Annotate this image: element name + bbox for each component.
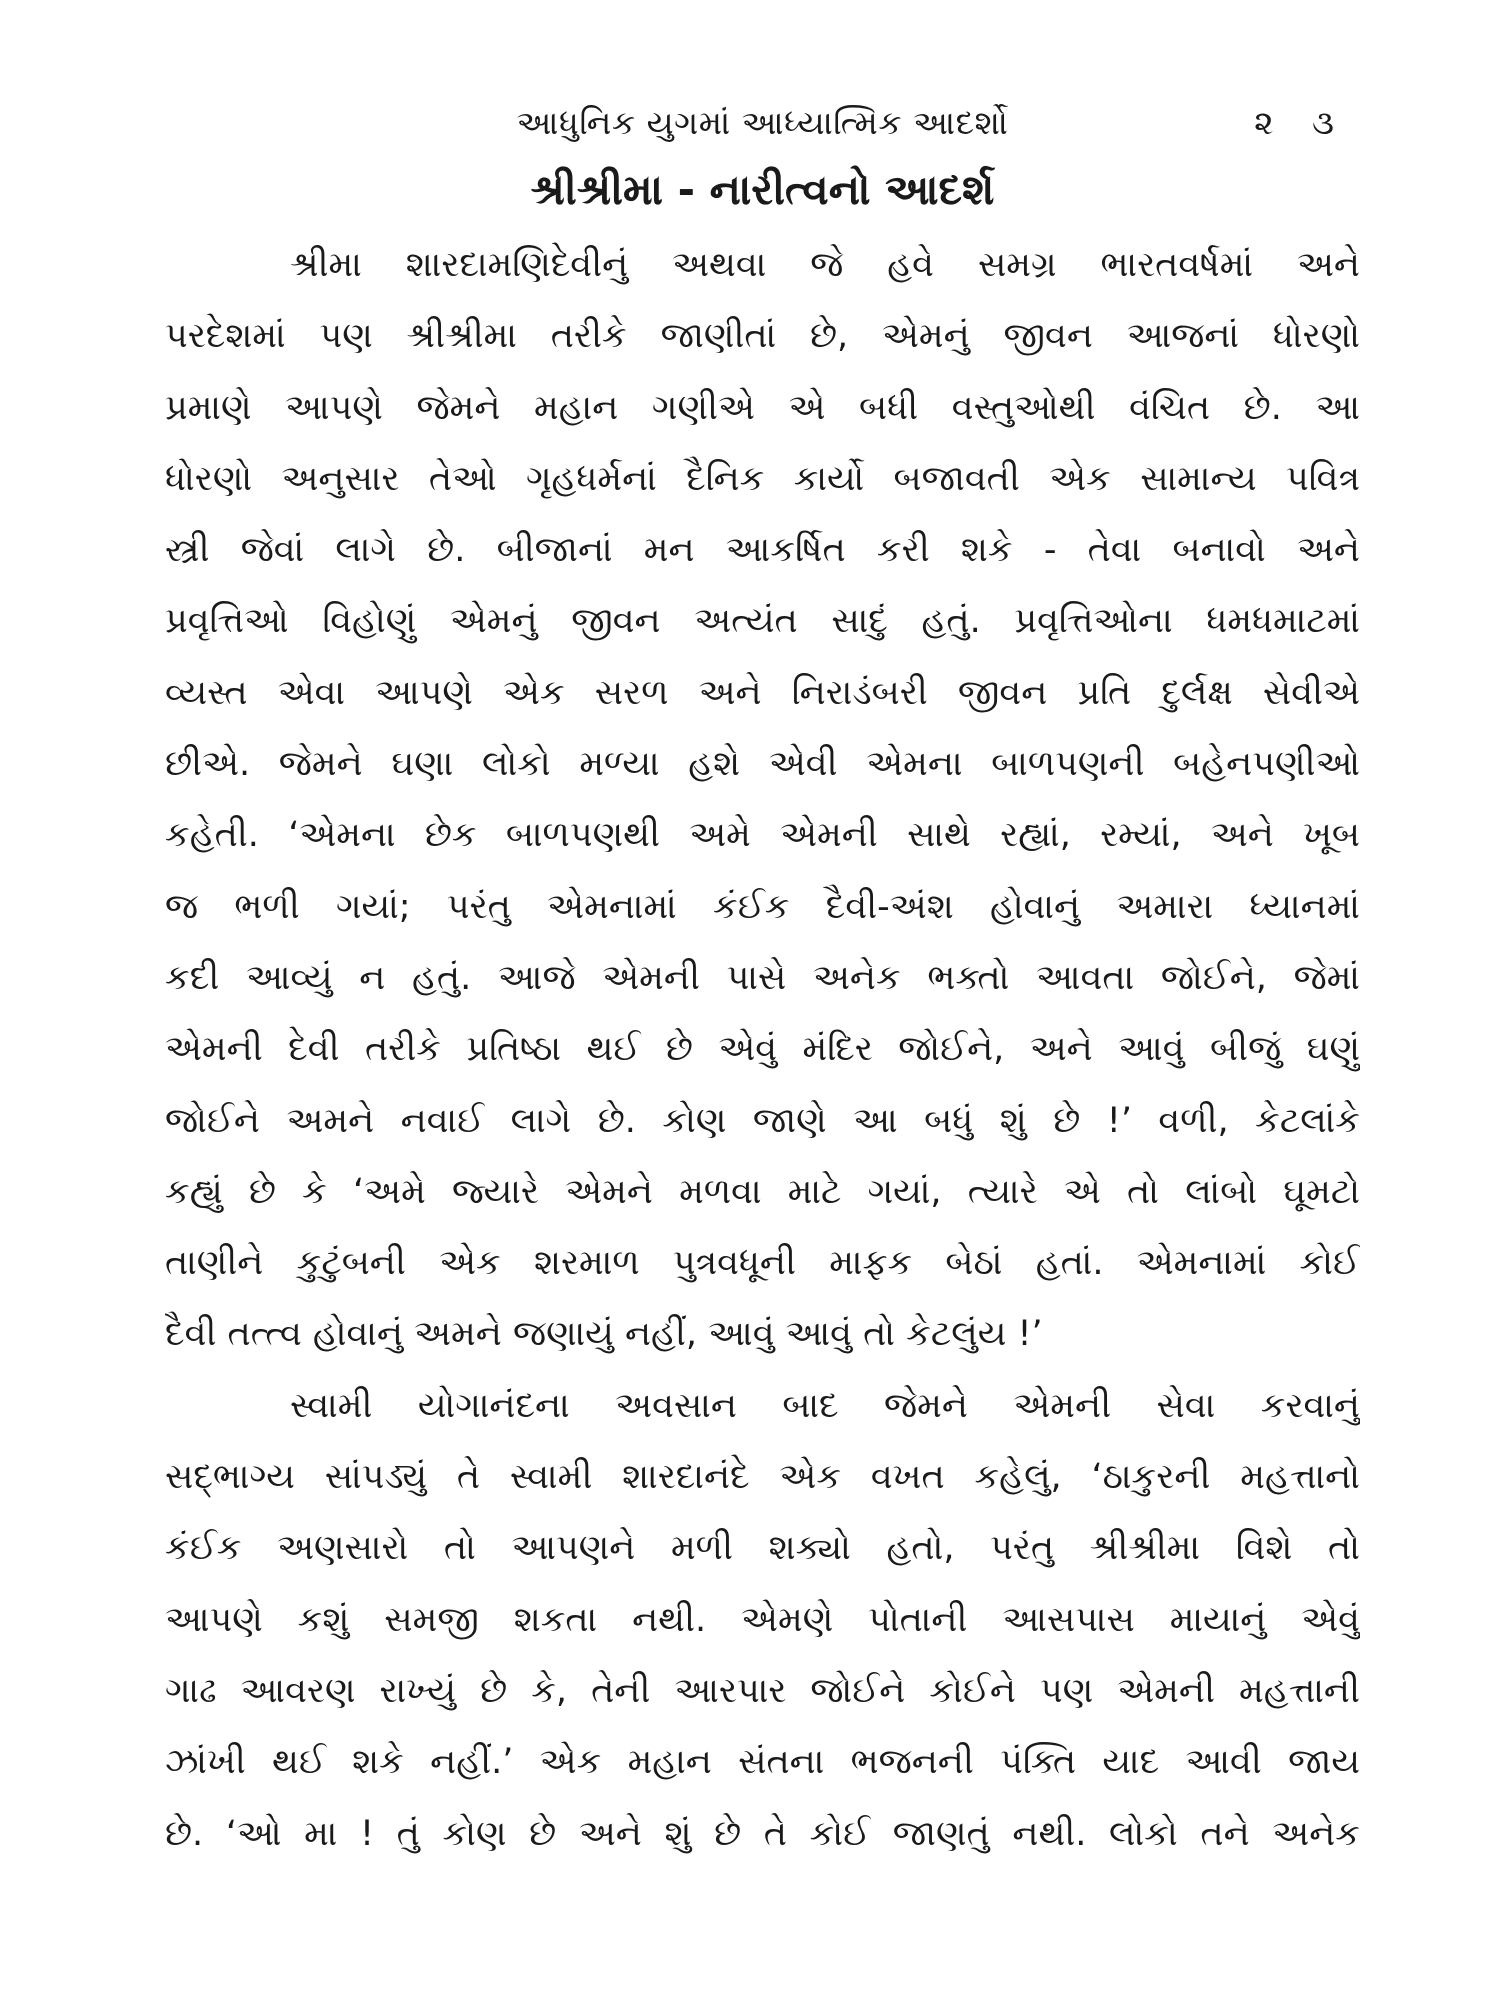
text-line: એમની દેવી તરીકે પ્રતિષ્ઠા થઈ છે એવું મંદિર જોઈને, અને આવું બીજું ઘણું bbox=[165, 1029, 1360, 1070]
text-line: કહ્યું છે કે ‘અમે જ્યારે એમને મળવા માટે ગયાં, ત્યારે એ તો લાંબો ઘૂમટો bbox=[165, 1171, 1360, 1212]
text-line: સ્વામી યોગાનંદના અવસાન બાદ જેમને એમની સેવા કરવાનું bbox=[290, 1385, 1360, 1426]
text-line: પ્રમાણે આપણે જેમને મહાન ગણીએ એ બધી વસ્તુઓથી વંચિત છે. આ bbox=[165, 387, 1360, 428]
running-header bbox=[165, 98, 1360, 148]
text-line: કહેતી. ‘એમના છેક બાળપણથી અમે એમની સાથે રહ્યાં, રમ્યાં, અને ખૂબ bbox=[165, 815, 1360, 856]
text-line: ગાઢ આવરણ રાખ્યું છે કે, તેની આરપાર જોઈને કોઈને પણ એમની મહત્તાની bbox=[165, 1670, 1360, 1711]
text-line: પરદેશમાં પણ શ્રીશ્રીમા તરીકે જાણીતાં છે, એમનું જીવન આજનાં ધોરણો bbox=[165, 316, 1360, 357]
running-title: આધુનિક યુગમાં આધ્યાત્મિક આદર્શો bbox=[516, 103, 1009, 142]
section-heading: શ્રીશ્રીમા - નારીત્વનો આદર્શ bbox=[530, 165, 995, 214]
text-line: જ ભળી ગયાં; પરંતુ એમનામાં કંઈક દૈવી-અંશ હોવાનું અમારા ધ્યાનમાં bbox=[165, 886, 1360, 927]
page-number: ૨ ૩ bbox=[1254, 103, 1348, 142]
text-line: છે. ‘ઓ મા ! તું કોણ છે અને શું છે તે કોઈ જાણતું નથી. લોકો તને અનેક bbox=[165, 1813, 1360, 1854]
text-line: પ્રવૃત્તિઓ વિહોણું એમનું જીવન અત્યંત સાદું હતું. પ્રવૃત્તિઓના ધમધમાટમાં bbox=[165, 601, 1360, 642]
text-line: આપણે કશું સમજી શકતા નથી. એમણે પોતાની આસપાસ માયાનું એવું bbox=[165, 1599, 1360, 1640]
body-text bbox=[165, 230, 1360, 1870]
text-line: કંઈક અણસારો તો આપણને મળી શક્યો હતો, પરંતુ શ્રીશ્રીમા વિશે તો bbox=[165, 1528, 1360, 1569]
text-line: શ્રીમા શારદામણિદેવીનું અથવા જે હવે સમગ્ર ભારતવર્ષમાં અને bbox=[290, 245, 1360, 285]
text-line: જોઈને અમને નવાઈ લાગે છે. કોણ જાણે આ બધું શું છે !’ વળી, કેટલાંકે bbox=[165, 1100, 1360, 1141]
text-line: તાણીને કુટુંબની એક શરમાળ પુત્રવધૂની માફક બેઠાં હતાં. એમનામાં કોઈ bbox=[165, 1243, 1360, 1284]
text-line: કદી આવ્યું ન હતું. આજે એમની પાસે અનેક ભક્તો આવતા જોઈને, જેમાં bbox=[165, 957, 1360, 998]
text-line: ઝાંખી થઈ શકે નહીં.’ એક મહાન સંતના ભજનની પંક્તિ યાદ આવી જાય bbox=[165, 1742, 1360, 1783]
text-line: દૈવી તત્ત્વ હોવાનું અમને જણાયું નહીં, આવું આવું તો કેટલુંય !’ bbox=[165, 1314, 1043, 1355]
text-line: છીએ. જેમને ઘણા લોકો મળ્યા હશે એવી એમના બાળપણની બહેનપણીઓ bbox=[165, 744, 1360, 785]
text-line: સ્ત્રી જેવાં લાગે છે. બીજાનાં મન આકર્ષિત કરી શકે - તેવા બનાવો અને bbox=[165, 530, 1360, 571]
text-line: સદ્ભાગ્ય સાંપડ્યું તે સ્વામી શારદાનંદે એક વખત કહેલું, ‘ઠાકુરની મહત્તાનો bbox=[165, 1457, 1360, 1498]
text-line: વ્યસ્ત એવા આપણે એક સરળ અને નિરાડંબરી જીવન પ્રતિ દુર્લક્ષ સેવીએ bbox=[165, 672, 1360, 713]
text-line: ધોરણો અનુસાર તેઓ ગૃહધર્મનાં દૈનિક કાર્યો બજાવતી એક સામાન્ય પવિત્ર bbox=[165, 458, 1360, 499]
